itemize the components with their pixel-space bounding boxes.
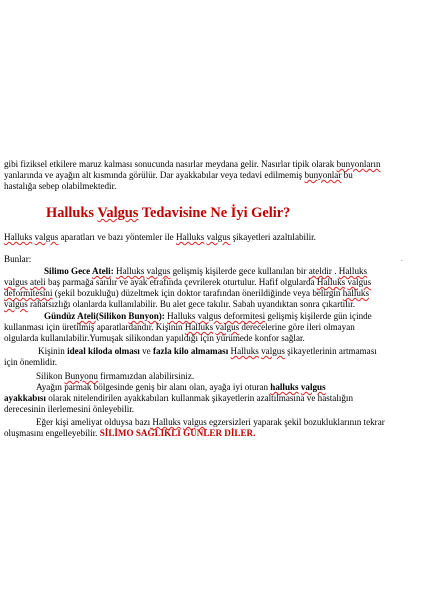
text: gibi fiziksel etkilere maruz kalması sonucunda nasırlar meydana gelir. Nasırlar tipik olarak bbox=[4, 159, 337, 169]
text: gelişmiş kişilerde gece kullanılan bir bbox=[170, 266, 309, 276]
text: ateldir bbox=[308, 266, 332, 276]
text: bunyonların bbox=[336, 159, 381, 169]
kilo-line-1 bbox=[38, 346, 377, 357]
text: olgularda kullanılabilir.Yumuşak silikondan yapıldığı için yürümede konfor sağlar. bbox=[4, 333, 305, 343]
text: bunyonlar bbox=[304, 170, 342, 180]
text: valgus bbox=[4, 277, 28, 287]
ameliyat-line-1 bbox=[36, 417, 385, 428]
paragraph-1 bbox=[4, 232, 316, 243]
title-part: Valgus bbox=[97, 205, 139, 221]
text: valgus bbox=[183, 417, 207, 427]
text: : bbox=[110, 266, 114, 276]
text: yanlarında ve ayağın alt kısmında görülür. Dar ayakkabılar veya tedavi edilmemiş bbox=[4, 170, 305, 180]
text: Ateli bbox=[77, 311, 96, 321]
text: Silimo Gece bbox=[44, 266, 92, 276]
text: baş parmağa sarılır ve ayak etrafında çevrilerek oturtulur. Hafif olgularda bbox=[45, 277, 317, 287]
intro-line-1 bbox=[4, 159, 381, 170]
text: valgus bbox=[206, 232, 231, 242]
intro-line-2 bbox=[4, 170, 353, 181]
text: deformitesi bbox=[223, 311, 266, 321]
silimo-line-4 bbox=[4, 299, 355, 310]
text: valgus bbox=[261, 346, 285, 356]
text: olarak nitelendirilen ayakkabıları kullanmak şikayetlerin azaltılmasına ve hastalığın bbox=[45, 393, 354, 403]
text: Kişinin bbox=[38, 346, 68, 356]
text: şikayetleri azaltılabilir. bbox=[230, 232, 316, 242]
silimo-line-3 bbox=[4, 288, 369, 299]
text: Halluks bbox=[184, 322, 214, 332]
text: valgus bbox=[300, 382, 326, 392]
title-part: Tedavisine Ne İyi Gelir? bbox=[138, 205, 291, 221]
text: kullanması için üretilmiş aparatlardandır. Kişinin bbox=[4, 322, 185, 332]
text: Halluks bbox=[4, 232, 33, 242]
text: halluks bbox=[342, 288, 370, 298]
text: Ateli bbox=[92, 266, 111, 276]
stray-dot: . bbox=[401, 255, 403, 263]
text: Halluks bbox=[152, 417, 181, 427]
text: (şekil bozukluğu) düzeltmek için doktor tarafından önerildiğinde veya belirgin bbox=[52, 288, 343, 298]
text: rahatsızlığı olanlarda kullanılabilir. Bu alet gece takılır. Sabah uyandıktan sonra çıkartılır. bbox=[27, 299, 356, 309]
text: valgus bbox=[347, 277, 372, 287]
text: şikayetlerinin artmaması bbox=[284, 346, 377, 356]
text: ve bbox=[139, 346, 153, 356]
text: Gündüz bbox=[44, 311, 78, 321]
gunduz-line-1 bbox=[44, 311, 372, 322]
text: valgus bbox=[4, 299, 28, 309]
text: valgus bbox=[34, 232, 59, 242]
text: ateli bbox=[30, 277, 46, 287]
text: egzersizleri yaparak şekil bozukluklarının tekrar bbox=[206, 417, 385, 427]
text: valgus bbox=[197, 311, 222, 321]
bunyon-line bbox=[36, 371, 194, 382]
text: ideal kiloda olması bbox=[67, 346, 140, 356]
intro-line-3 bbox=[4, 181, 116, 192]
kilo-line-2 bbox=[4, 357, 57, 368]
section-title bbox=[46, 205, 290, 222]
gunduz-line-3 bbox=[4, 333, 305, 344]
text: Halluks bbox=[116, 266, 145, 276]
ayakkabi-line-3 bbox=[4, 404, 134, 415]
text: halluks bbox=[270, 382, 299, 392]
text: (Silikon bbox=[95, 311, 129, 321]
ameliyat-line-2 bbox=[4, 428, 255, 439]
text: Halluks bbox=[316, 277, 346, 287]
text: firmamızdan alabilirsiniz. bbox=[97, 371, 195, 381]
text: oluşmasını engelleyebilir. bbox=[4, 428, 100, 438]
text: deformitesini bbox=[4, 288, 53, 298]
text: gelişmiş kişilerde gün içinde bbox=[265, 311, 372, 321]
text: Halluks bbox=[167, 311, 196, 321]
text: derecesinin ilerlemesini önleyebilir. bbox=[4, 404, 135, 414]
text: valgus bbox=[215, 322, 240, 332]
silimo-line-1 bbox=[44, 266, 367, 277]
text: bu bbox=[341, 170, 353, 180]
silimo-line-2 bbox=[4, 277, 371, 288]
text: Eğer kişi ameliyat olduysa bazı bbox=[36, 417, 153, 427]
ayakkabi-line-1 bbox=[36, 382, 326, 393]
text: Bunyon bbox=[128, 311, 159, 321]
text: Halluks bbox=[175, 232, 205, 242]
text: Silikon bbox=[36, 371, 65, 381]
ayakkabi-line-2 bbox=[4, 393, 353, 404]
text: için önemlidir. bbox=[4, 357, 58, 367]
title-part: Halluks bbox=[46, 205, 98, 221]
text: Bunyonu bbox=[64, 371, 98, 381]
text: ayakkabısı bbox=[4, 393, 46, 403]
list-intro bbox=[4, 254, 31, 265]
text: valgus bbox=[146, 266, 171, 276]
text: Halluks bbox=[338, 266, 368, 276]
gunduz-line-2 bbox=[4, 322, 355, 333]
closing-slogan: SİLİMO SAĞLIKLI GÜNLER DİLER. bbox=[99, 428, 256, 438]
text: Bunlar: bbox=[4, 254, 32, 264]
text: . bbox=[331, 266, 339, 276]
text: Ayağın parmak bölgesinde geniş bir alanı olan, ayağa iyi oturan bbox=[36, 382, 271, 392]
text: ): bbox=[158, 311, 165, 321]
text: derecelerine göre ileri olmayan bbox=[239, 322, 355, 332]
text: Halluks bbox=[230, 346, 259, 356]
text: aparatları ve bazı yöntemler ile bbox=[58, 232, 176, 242]
text: fazla kilo almaması bbox=[152, 346, 229, 356]
text: hastalığa sebep olabilmektedir. bbox=[4, 181, 117, 191]
